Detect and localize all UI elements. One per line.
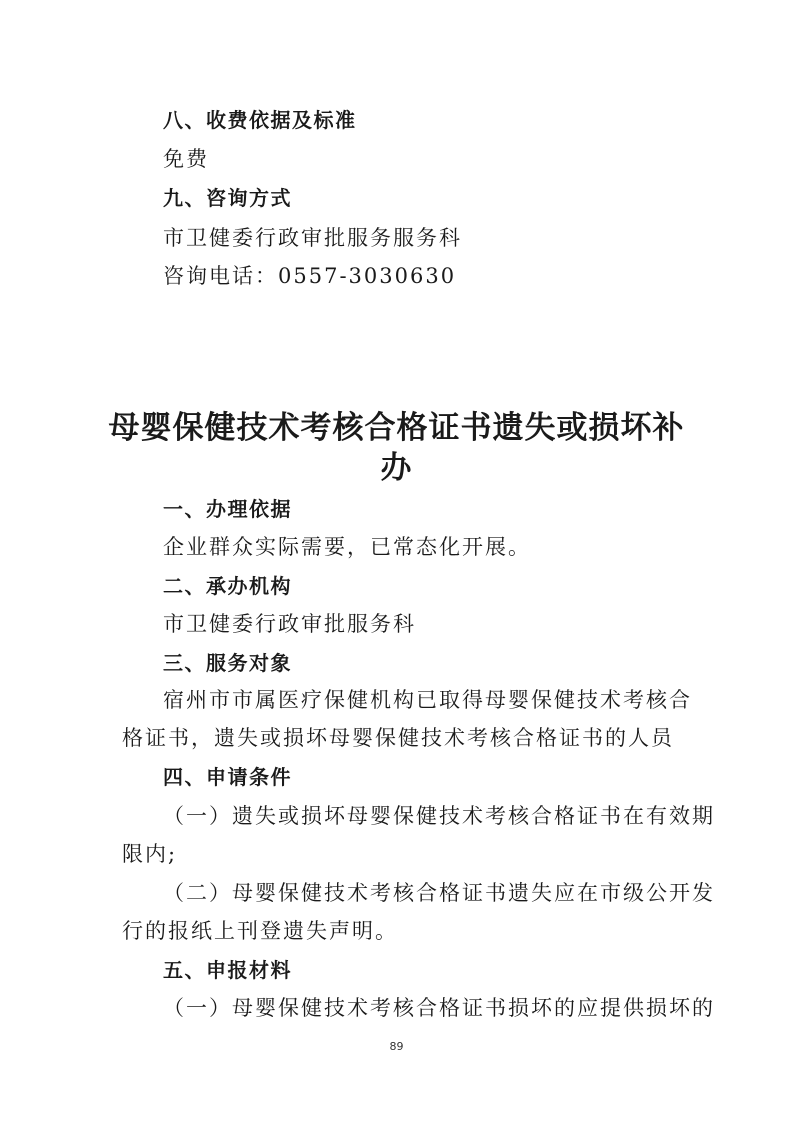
basis-text: 企业群众实际需要，已常态化开展。: [163, 535, 531, 559]
section-heading-conditions: 四、申请条件: [163, 765, 292, 789]
section-heading-organization: 二、承办机构: [163, 574, 292, 598]
fee-text: 免费: [163, 147, 209, 171]
page-number: 89: [389, 1040, 404, 1053]
consult-department: 市卫健委行政审批服务服务科: [163, 226, 462, 250]
consult-phone: 咨询电话：0557-3030630: [163, 264, 457, 288]
section-heading-target: 三、服务对象: [163, 651, 292, 675]
organization-text: 市卫健委行政审批服务科: [163, 612, 416, 636]
condition-1-line1: （一）遗失或损坏母婴保健技术考核合格证书在有效期: [163, 804, 715, 828]
condition-2-line2: 行的报纸上刊登遗失声明。: [122, 919, 398, 943]
section-heading-basis: 一、办理依据: [163, 497, 292, 521]
section-heading-materials: 五、申报材料: [163, 958, 292, 982]
section-heading-consult: 九、咨询方式: [163, 186, 292, 210]
condition-2-line1: （二）母婴保健技术考核合格证书遗失应在市级公开发: [163, 881, 715, 905]
section-heading-fee-basis: 八、收费依据及标准: [163, 108, 357, 132]
document-title-line1: 母婴保健技术考核合格证书遗失或损坏补: [108, 410, 685, 446]
document-title-line2: 办: [380, 450, 413, 486]
target-text-line1: 宿州市市属医疗保健机构已取得母婴保健技术考核合: [163, 688, 692, 712]
target-text-line2: 格证书，遗失或损坏母婴保健技术考核合格证书的人员: [122, 726, 674, 750]
condition-1-line2: 限内;: [122, 842, 178, 866]
materials-text-line1: （一）母婴保健技术考核合格证书损坏的应提供损坏的: [163, 996, 715, 1020]
